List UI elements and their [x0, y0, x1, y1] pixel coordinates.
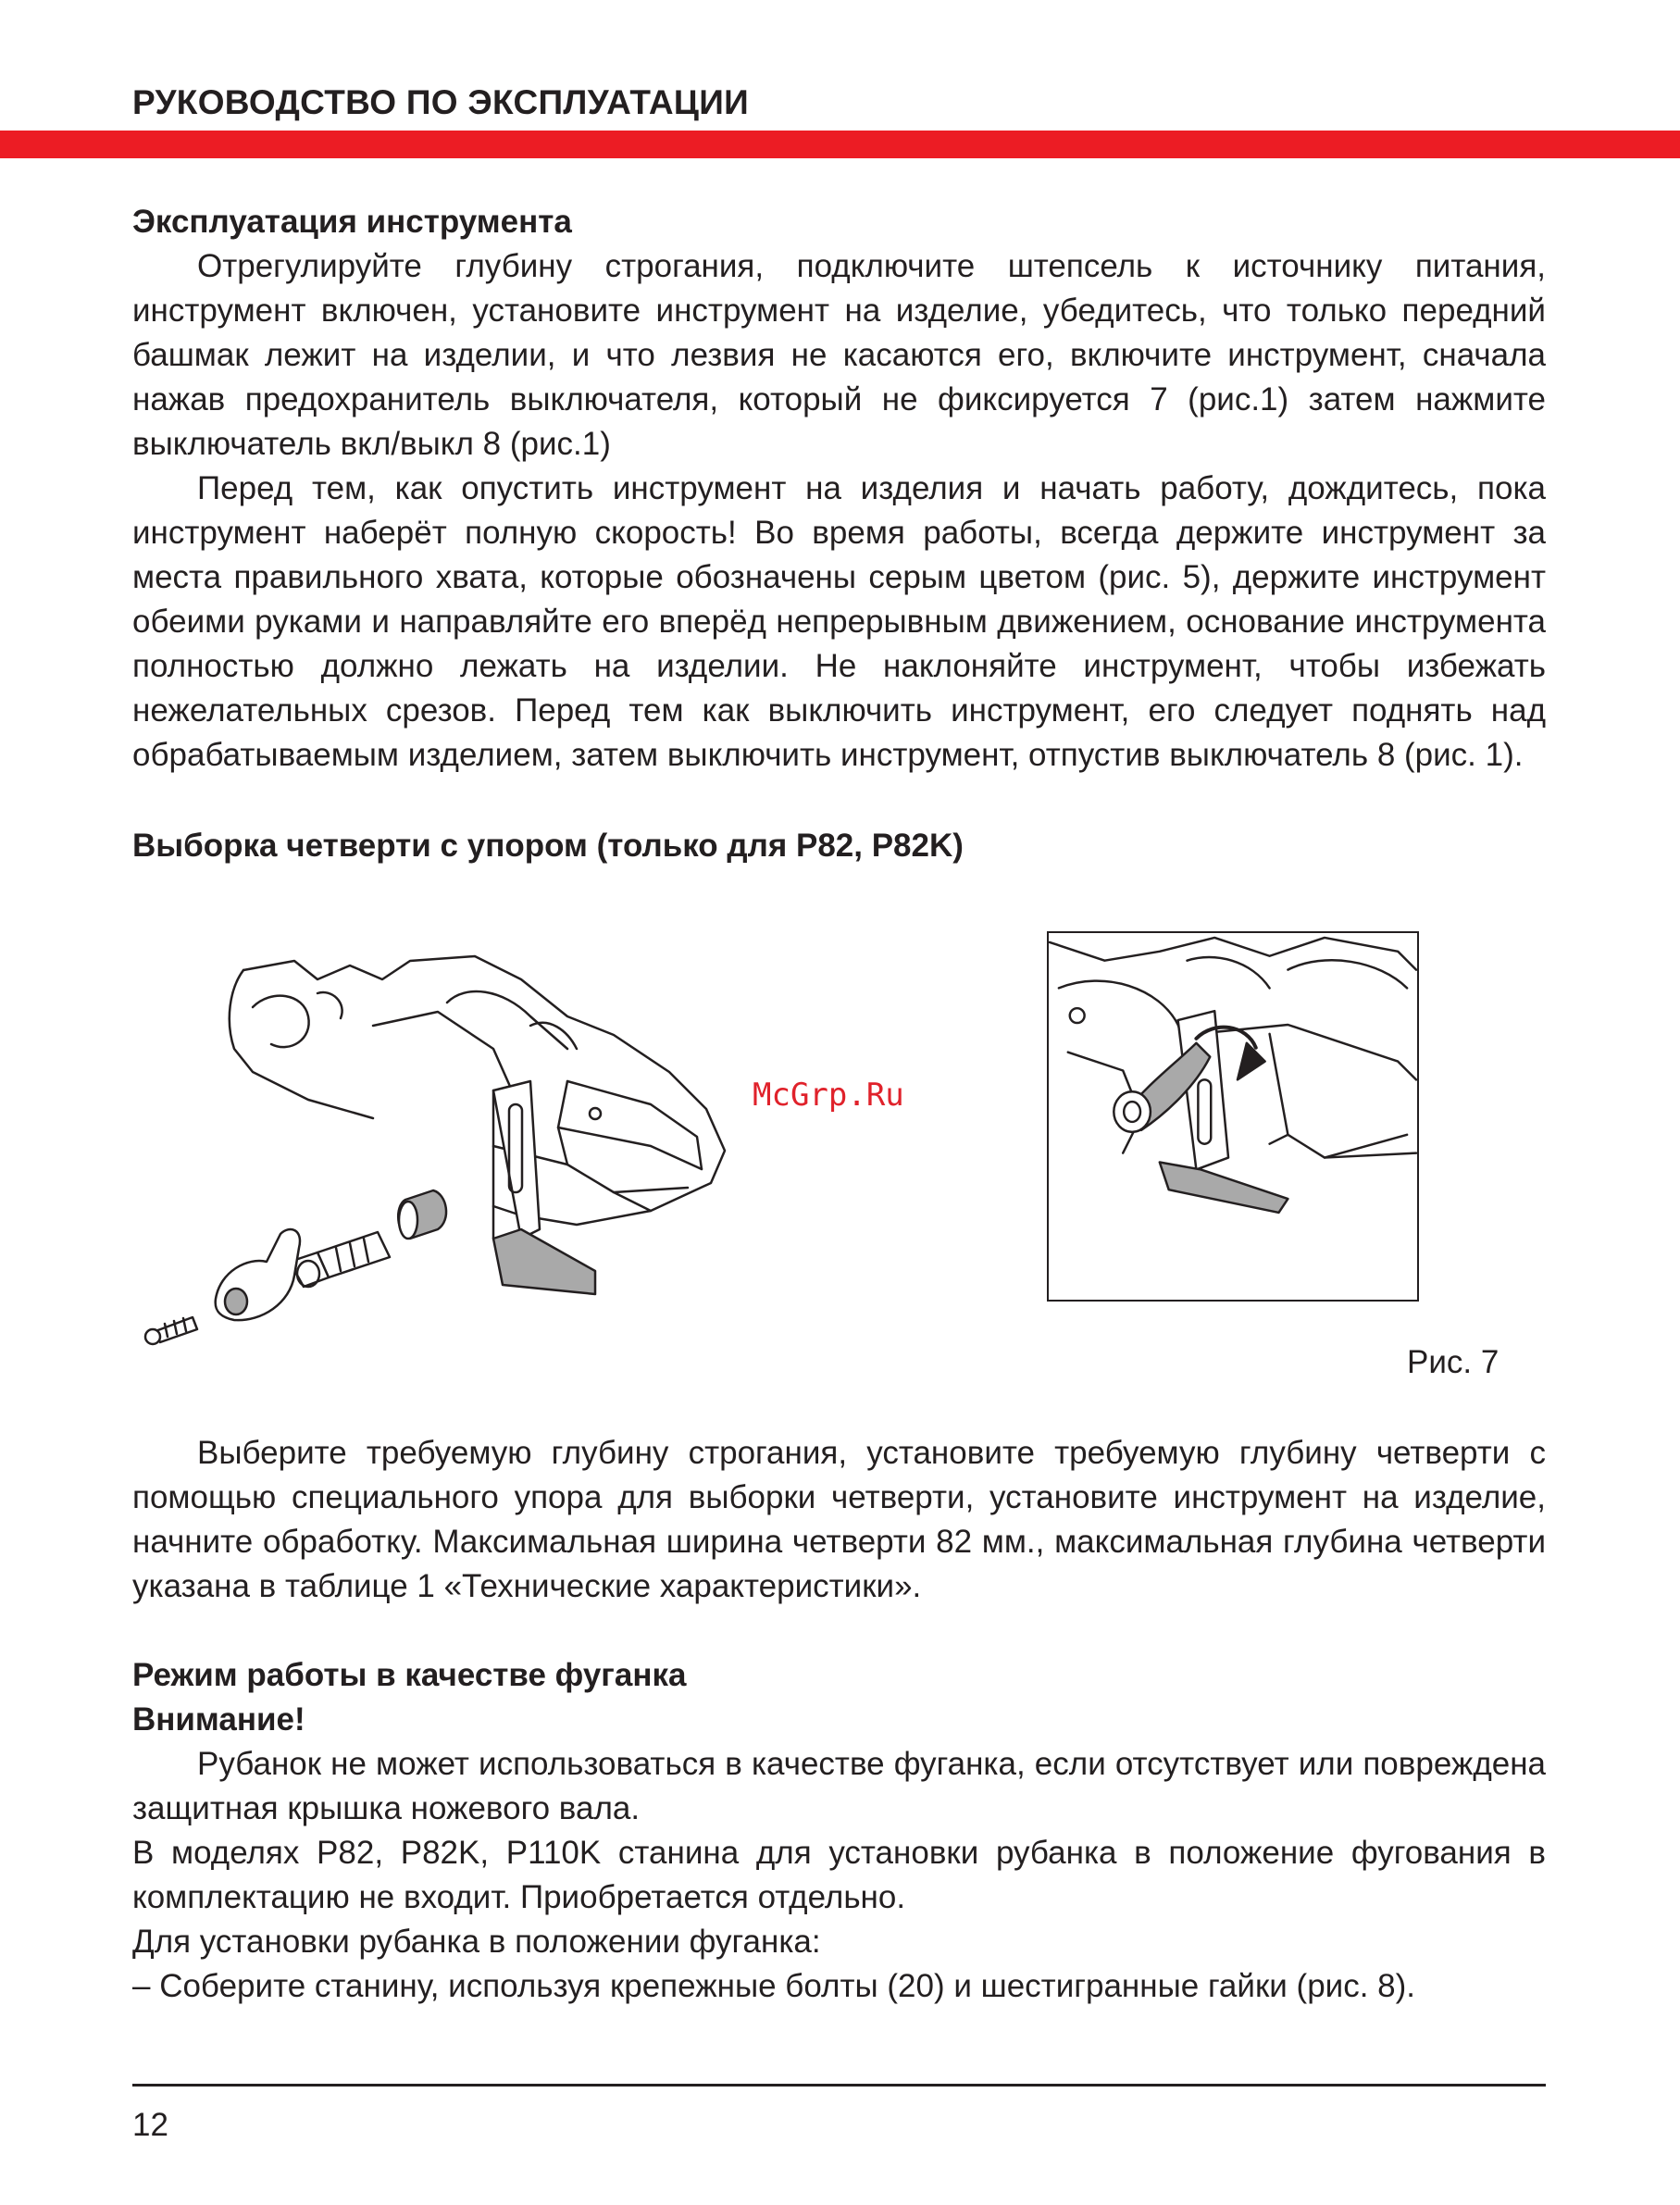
- paragraph-jointer-3: Для установки рубанка в положении фуганка:: [132, 1924, 821, 1960]
- paragraph-jointer-1: Рубанок не может использоваться в качестве фуганка, если отсутствует или повреждена защитная крышка ножевого вала.: [132, 1746, 1546, 1826]
- paragraph-jointer-2: В моделях P82, P82K, P110K станина для установки рубанка в положение фугования в комплектацию не входит. Приобретается отдельно.: [132, 1835, 1546, 1915]
- figure-caption: Рис. 7: [1407, 1344, 1500, 1380]
- paragraph-operation-1: Отрегулируйте глубину строгания, подключите штепсель к источнику питания, инструмент включен, установите инструмент на изделие, убедитесь, что только передний башмак лежит на изделии, и что лезвия не касаются его, включите инструмент, сначала нажав предохранитель выключателя, который не фиксируется 7 (рис.1) затем нажмите выключатель вкл/выкл 8 (рис.1): [132, 248, 1546, 462]
- section-heading-jointer: Режим работы в качестве фуганка: [132, 1657, 687, 1693]
- rebate-stop-exploded-diagram: [132, 952, 817, 1350]
- paragraph-jointer-4: – Соберите станину, используя крепежные болты (20) и шестигранные гайки (рис. 8).: [132, 1968, 1416, 2004]
- warning-label: Внимание!: [132, 1701, 305, 1738]
- figure-7: [132, 868, 1546, 1387]
- page-number: 12: [132, 2107, 168, 2143]
- watermark: McGrp.Ru: [753, 1077, 904, 1114]
- footer-rule: [132, 2084, 1546, 2087]
- rebate-stop-detail-diagram: [1049, 933, 1417, 1300]
- page-header-title: РУКОВОДСТВО ПО ЭКСПЛУАТАЦИИ: [132, 83, 750, 121]
- header-accent-bar: [0, 131, 1680, 158]
- paragraph-operation-2: Перед тем, как опустить инструмент на изделия и начать работу, дождитесь, пока инструмент наберёт полную скорость! Во время работы, всегда держите инструмент за места правильного хвата, которые обозначены серым цветом (рис. 5), держите инструмент обеими руками и направляйте его вперёд непрерывным движением, основание инструмента полностью должно лежать на изделии. Не наклоняйте инструмент, чтобы избежать нежелательных срезов. Перед тем как выключить инструмент, его следует поднять над обрабатываемым изделием, затем выключить инструмент, отпустив выключатель 8 (рис. 1).: [132, 470, 1546, 773]
- section-heading-rebate: Выборка четверти с упором (только для P82, P82K): [132, 828, 964, 864]
- rebate-stop-detail-frame: [1047, 931, 1419, 1302]
- paragraph-rebate-1: Выберите требуемую глубину строгания, установите требуемую глубину четверти с помощью специального упора для выборки четверти, установите инструмент на изделие, начните обработку. Максимальная ширина четверти 82 мм., максимальная глубина четверти указана в таблице 1 «Технические характеристики».: [132, 1435, 1546, 1604]
- section-heading-operation: Эксплуатация инструмента: [132, 204, 572, 240]
